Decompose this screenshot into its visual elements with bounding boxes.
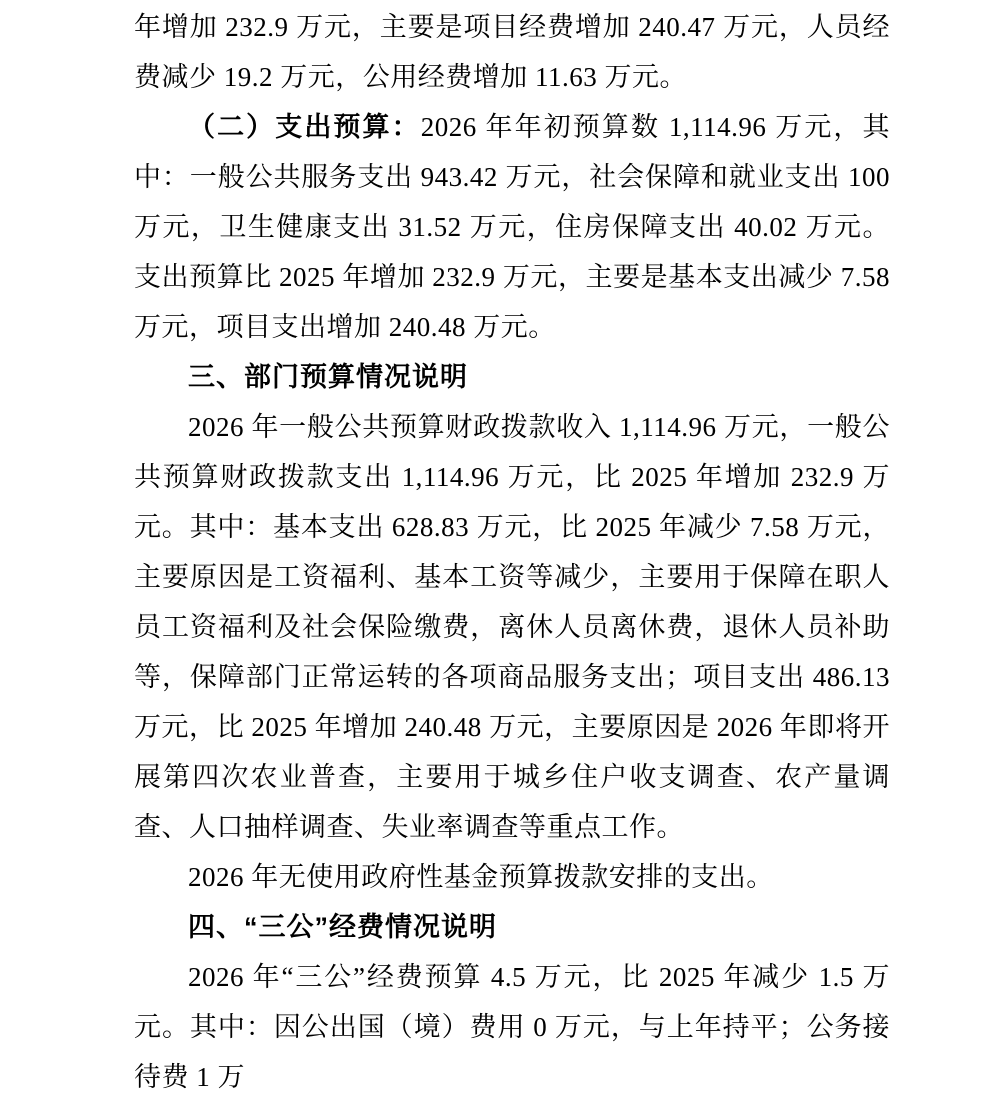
paragraph-lead-label: （二）支出预算： bbox=[188, 112, 421, 142]
paragraph: 2026 年“三公”经费预算 4.5 万元，比 2025 年减少 1.5 万元。其中：因公出国（境）费用 0 万元，与上年持平；公务接待费 1 万 bbox=[134, 962, 890, 1092]
paragraph-text: 2026 年年初预算数 1,114.96 万元，其中：一般公共服务支出 943.42 万元，社会保障和就业支出 100 万元，卫生健康支出 31.52 万元，住房保障支出 40.02 万元。支出预算比 2025 年增加 232.9 万元，主要是基本支出减少 7.58 万元，项目支出增加 240.48 万元。 bbox=[134, 112, 891, 342]
section-heading: 三、部门预算情况说明 bbox=[188, 362, 468, 392]
paragraph: 年增加 232.9 万元，主要是项目经费增加 240.47 万元，人员经费减少 19.2 万元，公用经费增加 11.63 万元。 bbox=[134, 12, 890, 92]
section-heading: 四、“三公”经费情况说明 bbox=[188, 912, 497, 942]
paragraph: 2026 年一般公共预算财政拨款收入 1,114.96 万元，一般公共预算财政拨款支出 1,114.96 万元，比 2025 年增加 232.9 万元。其中：基本支出 628.83 万元，比 2025 年减少 7.58 万元，主要原因是工资福利、基本工资等减少，主要用于保障在职人员工资福利及社会保险缴费，离休人员离休费，退休人员补助等，保障部门正常运转的各项商品服务支出；项目支出 486.13 万元，比 2025 年增加 240.48 万元，主要原因是 2026 年即将开展第四次农业普查，主要用于城乡住户收支调查、农产量调查、人口抽样调查、失业率调查等重点工作。 bbox=[134, 412, 890, 842]
paragraph: 2026 年无使用政府性基金预算拨款安排的支出。 bbox=[188, 862, 774, 892]
document-body bbox=[134, 2, 890, 1102]
paragraph bbox=[134, 102, 890, 352]
